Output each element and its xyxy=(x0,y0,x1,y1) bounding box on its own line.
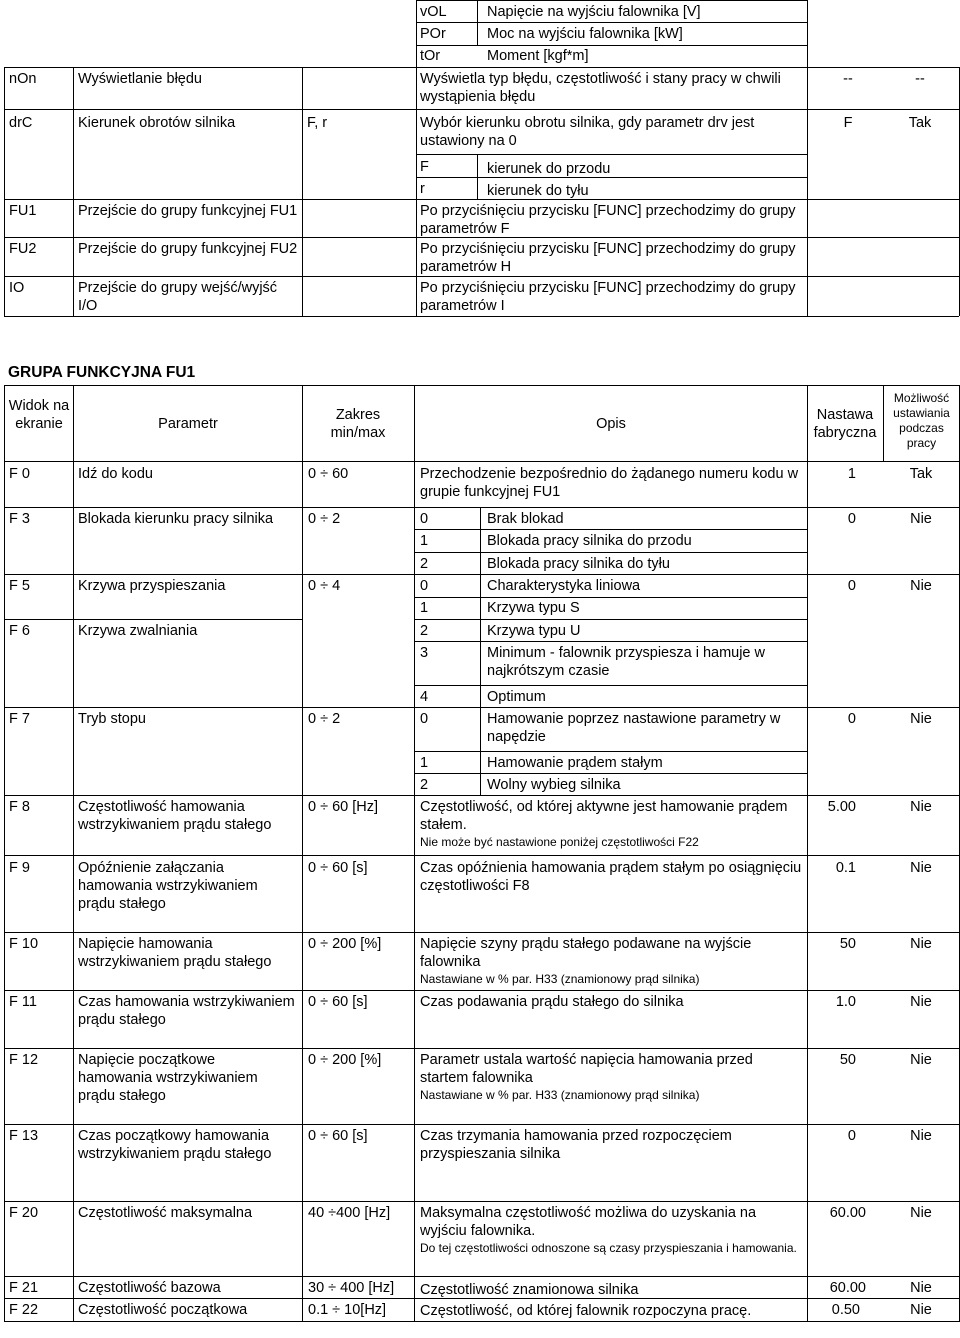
divider xyxy=(4,109,959,110)
factory-default: 1 xyxy=(847,466,856,482)
divider xyxy=(414,385,415,462)
display-code: F 12 xyxy=(9,1052,39,1068)
description: Po przyciśnięciu przycisku [FUNC] przechodzimy do grupy parametrów H xyxy=(420,241,796,275)
changeable-flag: Nie xyxy=(910,711,932,727)
divider xyxy=(414,619,807,620)
changeable-flag: Nie xyxy=(910,1128,932,1144)
divider xyxy=(414,751,807,752)
option-text: Hamowanie prądem stałym xyxy=(487,755,663,771)
divider xyxy=(302,67,303,316)
note: Do tej częstotliwości odnoszone są czasy przyspieszania i hamowania. xyxy=(420,1241,797,1255)
display-code: F 9 xyxy=(9,860,30,876)
divider xyxy=(414,462,415,1321)
divider xyxy=(807,0,808,316)
changeable-flag: Nie xyxy=(910,1052,932,1068)
description: Moment [kgf*m] xyxy=(487,48,589,64)
parameter-name: Krzywa przyspieszania xyxy=(78,578,226,594)
divider xyxy=(4,276,959,277)
factory-default: 60.00 xyxy=(829,1205,866,1221)
display-code: F 0 xyxy=(9,466,30,482)
changeable-flag: Nie xyxy=(910,799,932,815)
factory-default: 0 xyxy=(847,1128,856,1144)
divider xyxy=(4,1276,960,1277)
range: 0 ÷ 60 [s] xyxy=(308,860,368,876)
divider xyxy=(73,462,74,1321)
divider xyxy=(414,773,807,774)
divider xyxy=(480,574,481,707)
parameter-name: Blokada kierunku pracy silnika xyxy=(78,511,274,527)
column-header-mozliwosc: Możliwość ustawiania podczas pracy xyxy=(893,391,950,450)
divider xyxy=(4,462,5,1321)
changeable-flag: Tak xyxy=(909,466,933,482)
factory-default: F xyxy=(843,115,853,131)
description: Napięcie szyny prądu stałego podawane na wyjście falownika xyxy=(420,936,752,970)
option-text: Hamowanie poprzez nastawione parametry w napędzie xyxy=(487,711,781,745)
range: 0 ÷ 200 [%] xyxy=(308,936,382,952)
parameter-name: Częstotliwość początkowa xyxy=(78,1302,248,1318)
parameter-name: Opóźnienie załączania hamowania wstrzykiwaniem prądu stałego xyxy=(78,860,258,912)
option-text: Brak blokad xyxy=(487,511,564,527)
option-text: Optimum xyxy=(487,689,546,705)
divider xyxy=(4,795,960,796)
display-code: tOr xyxy=(420,48,441,64)
description: Parametr ustala wartość napięcia hamowania przed startem falownika xyxy=(420,1052,753,1086)
option-value: 2 xyxy=(420,777,429,793)
divider xyxy=(4,1124,960,1125)
divider xyxy=(4,461,960,462)
parameter-name: Czas hamowania wstrzykiwaniem prądu stałego xyxy=(78,994,295,1028)
range: 0 ÷ 2 xyxy=(308,511,341,527)
divider xyxy=(4,1321,960,1322)
display-code: F 20 xyxy=(9,1205,39,1221)
option-value: 0 xyxy=(420,511,429,527)
range: 0 ÷ 60 [Hz] xyxy=(308,799,379,815)
divider xyxy=(416,0,807,1)
display-code: vOL xyxy=(420,4,447,20)
option-value: 2 xyxy=(420,623,429,639)
divider xyxy=(416,22,807,23)
divider xyxy=(4,1048,960,1049)
divider xyxy=(4,932,960,933)
parameter-name: Częstotliwość bazowa xyxy=(78,1280,221,1296)
changeable-flag: Nie xyxy=(910,1280,932,1296)
note: Nastawiane w % par. H33 (znamionowy prąd silnika) xyxy=(420,1088,700,1102)
range: 40 ÷400 [Hz] xyxy=(308,1205,391,1221)
divider xyxy=(414,685,807,686)
factory-default: 1.0 xyxy=(835,994,856,1010)
parameter-name: Idź do kodu xyxy=(78,466,153,482)
option-value: 1 xyxy=(420,600,429,616)
option-value: 0 xyxy=(420,711,429,727)
display-code: F 7 xyxy=(9,711,30,727)
option-value: 2 xyxy=(420,556,429,572)
description: Czas opóźnienia hamowania prądem stałym po osiągnięciu częstotliwości F8 xyxy=(420,860,802,894)
display-code: F 11 xyxy=(9,994,37,1010)
divider xyxy=(73,67,74,316)
divider xyxy=(416,177,807,178)
option-value: r xyxy=(420,181,425,197)
parameter-name: Kierunek obrotów silnika xyxy=(78,115,236,131)
option-text: kierunek do przodu xyxy=(487,161,611,177)
range: F, r xyxy=(307,115,328,131)
option-text: Wolny wybieg silnika xyxy=(487,777,621,793)
divider xyxy=(480,707,481,795)
divider xyxy=(4,67,959,68)
parameter-name: Częstotliwość hamowania wstrzykiwaniem prądu stałego xyxy=(78,799,272,833)
changeable-flag: Tak xyxy=(908,115,932,131)
parameter-name: Przejście do grupy funkcyjnej FU1 xyxy=(78,203,298,219)
parameter-name: Krzywa zwalniania xyxy=(78,623,198,639)
display-code: F 10 xyxy=(9,936,39,952)
changeable-flag: Nie xyxy=(910,1205,932,1221)
divider xyxy=(414,552,807,553)
divider xyxy=(4,507,960,508)
divider xyxy=(4,619,302,620)
option-text: Krzywa typu S xyxy=(487,600,580,616)
range: 0 ÷ 60 [s] xyxy=(308,1128,368,1144)
display-code: F 8 xyxy=(9,799,30,815)
description: Moc na wyjściu falownika [kW] xyxy=(487,26,683,42)
divider xyxy=(807,385,808,462)
divider xyxy=(4,385,960,386)
factory-default: 50 xyxy=(839,1052,856,1068)
divider xyxy=(4,316,959,317)
parameter-name: Częstotliwość maksymalna xyxy=(78,1205,253,1221)
display-code: drC xyxy=(9,115,33,131)
description: Maksymalna częstotliwość możliwa do uzyskania na wyjściu falownika. xyxy=(420,1205,757,1239)
divider xyxy=(4,707,960,708)
divider xyxy=(414,597,807,598)
divider xyxy=(477,154,478,199)
parameter-name: Napięcie początkowe hamowania wstrzykiwaniem prądu stałego xyxy=(78,1052,258,1104)
factory-default: 5.00 xyxy=(827,799,856,815)
display-code: FU1 xyxy=(9,203,37,219)
divider xyxy=(302,385,303,462)
option-text: Charakterystyka liniowa xyxy=(487,578,641,594)
column-header-nastawa: Nastawa fabryczna xyxy=(813,407,877,441)
column-header-opis: Opis xyxy=(596,416,626,432)
display-code: FU2 xyxy=(9,241,37,257)
display-code: F 6 xyxy=(9,623,30,639)
divider xyxy=(4,199,959,200)
option-text: Minimum - falownik przyspiesza i hamuje w najkrótszym czasie xyxy=(487,645,765,679)
parameter-name: Czas początkowy hamowania wstrzykiwaniem prądu stałego xyxy=(78,1128,272,1162)
display-code: F 22 xyxy=(9,1302,39,1318)
range: 30 ÷ 400 [Hz] xyxy=(308,1280,395,1296)
divider xyxy=(416,45,807,46)
description: Wybór kierunku obrotu silnika, gdy parametr drv jest ustawiony na 0 xyxy=(420,115,755,149)
option-text: Krzywa typu U xyxy=(487,623,581,639)
description: Czas podawania prądu stałego do silnika xyxy=(420,994,684,1010)
column-header-widok: Widok na ekranie xyxy=(8,398,70,432)
range: 0 ÷ 4 xyxy=(308,578,341,594)
note: Nie może być nastawione poniżej częstotliwości F22 xyxy=(420,835,699,849)
option-value: 1 xyxy=(420,533,429,549)
divider xyxy=(414,529,807,530)
divider xyxy=(302,462,303,1321)
display-code: IO xyxy=(9,280,25,296)
option-text: Blokada pracy silnika do tyłu xyxy=(487,556,670,572)
column-header-parametr: Parametr xyxy=(158,416,218,432)
factory-default: -- xyxy=(843,71,853,87)
range: 0 ÷ 60 xyxy=(308,466,349,482)
display-code: F 21 xyxy=(9,1280,39,1296)
option-value: 4 xyxy=(420,689,429,705)
section-title: GRUPA FUNKCYJNA FU1 xyxy=(8,364,196,381)
factory-default: 50 xyxy=(839,936,856,952)
description: Napięcie na wyjściu falownika [V] xyxy=(487,4,701,20)
parameter-name: Przejście do grupy funkcyjnej FU2 xyxy=(78,241,298,257)
factory-default: 0.50 xyxy=(831,1302,860,1318)
range: 0 ÷ 200 [%] xyxy=(308,1052,382,1068)
divider xyxy=(416,0,417,316)
range: 0 ÷ 2 xyxy=(308,711,341,727)
display-code: F 3 xyxy=(9,511,30,527)
description: Przechodzenie bezpośrednio do żądanego numeru kodu w grupie funkcyjnej FU1 xyxy=(420,466,799,500)
divider xyxy=(4,67,5,316)
factory-default: 0 xyxy=(847,511,856,527)
range: 0.1 ÷ 10[Hz] xyxy=(308,1302,387,1318)
description: Częstotliwość znamionowa silnika xyxy=(420,1282,639,1298)
changeable-flag: Nie xyxy=(910,578,932,594)
parameter-name: Wyświetlanie błędu xyxy=(78,71,202,87)
display-code: POr xyxy=(420,26,446,42)
description: Częstotliwość, od której falownik rozpoczyna pracę. xyxy=(420,1303,752,1319)
range: 0 ÷ 60 [s] xyxy=(308,994,368,1010)
parameter-name: Napięcie hamowania wstrzykiwaniem prądu stałego xyxy=(78,936,272,970)
divider xyxy=(416,154,807,155)
divider xyxy=(4,855,960,856)
column-header-zakres: Zakres min/max xyxy=(330,407,386,441)
changeable-flag: Nie xyxy=(910,1302,932,1318)
display-code: F 5 xyxy=(9,578,30,594)
divider xyxy=(4,990,960,991)
divider xyxy=(4,1201,960,1202)
option-value: 1 xyxy=(420,755,429,771)
display-code: nOn xyxy=(9,71,37,87)
changeable-flag: Nie xyxy=(910,511,932,527)
divider xyxy=(4,574,960,575)
option-value: F xyxy=(420,159,429,175)
note: Nastawiane w % par. H33 (znamionowy prąd silnika) xyxy=(420,972,700,986)
changeable-flag: Nie xyxy=(910,860,932,876)
option-text: kierunek do tyłu xyxy=(487,183,589,199)
description: Częstotliwość, od której aktywne jest hamowanie prądem stałem. xyxy=(420,799,788,833)
changeable-flag: -- xyxy=(915,71,925,87)
option-text: Blokada pracy silnika do przodu xyxy=(487,533,692,549)
parameter-name: Tryb stopu xyxy=(78,711,146,727)
factory-default: 0.1 xyxy=(835,860,856,876)
changeable-flag: Nie xyxy=(910,936,932,952)
factory-default: 60.00 xyxy=(829,1280,866,1296)
changeable-flag: Nie xyxy=(910,994,932,1010)
factory-default: 0 xyxy=(847,711,856,727)
factory-default: 0 xyxy=(847,578,856,594)
divider xyxy=(414,641,807,642)
description: Po przyciśnięciu przycisku [FUNC] przechodzimy do grupy parametrów I xyxy=(420,280,796,314)
divider xyxy=(4,385,5,462)
parameter-name: Przejście do grupy wejść/wyjść I/O xyxy=(78,280,278,314)
description: Wyświetla typ błędu, częstotliwość i stany pracy w chwili wystąpienia błędu xyxy=(420,71,781,105)
description: Czas trzymania hamowania przed rozpoczęciem przyspieszania silnika xyxy=(420,1128,732,1162)
option-value: 0 xyxy=(420,578,429,594)
divider xyxy=(477,0,478,45)
description: Po przyciśnięciu przycisku [FUNC] przechodzimy do grupy parametrów F xyxy=(420,203,796,237)
divider xyxy=(73,385,74,462)
display-code: F 13 xyxy=(9,1128,39,1144)
option-value: 3 xyxy=(420,645,429,661)
